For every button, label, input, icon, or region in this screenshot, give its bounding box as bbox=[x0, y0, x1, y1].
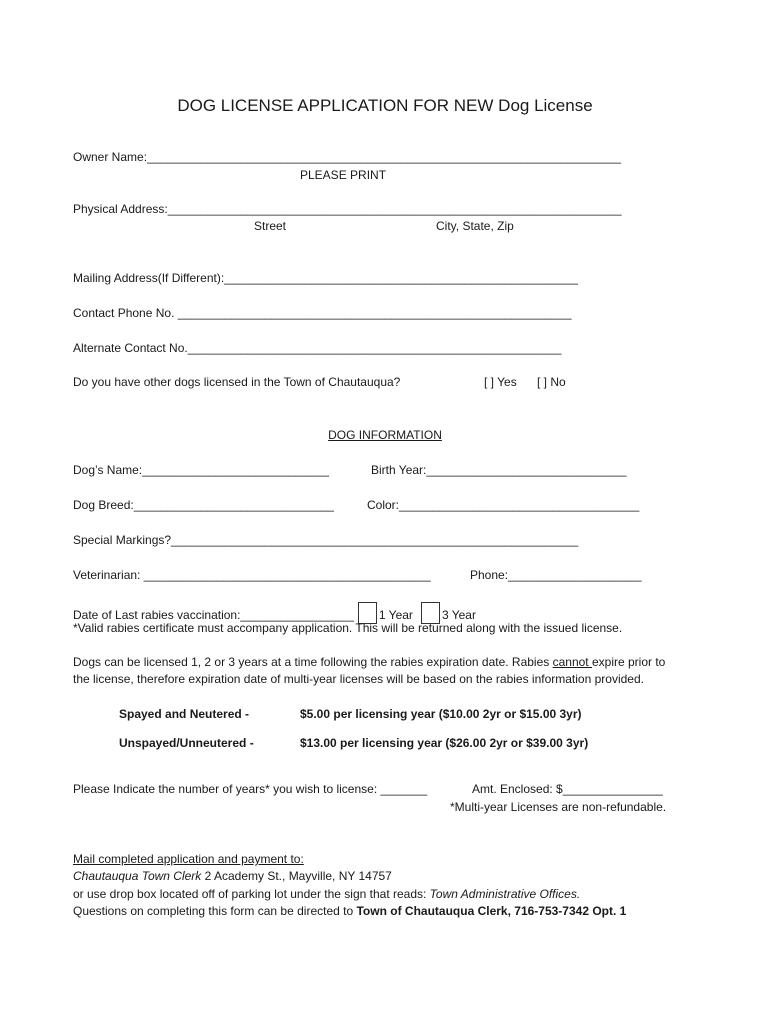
mailing-address-field: Mailing Address(If Different):_____________________________________________________ bbox=[73, 271, 578, 285]
veterinarian-field: Veterinarian: ___________________________________________ bbox=[73, 568, 431, 582]
dog-breed-field: Dog Breed:______________________________ bbox=[73, 498, 334, 512]
three-year-label: 3 Year bbox=[441, 608, 476, 622]
unspayed-label: Unspayed/Unneutered - bbox=[119, 736, 254, 750]
questions-text: Questions on completing this form can be directed to bbox=[73, 904, 357, 918]
spayed-fee: $5.00 per licensing year ($10.00 2yr or $15.00 3yr) bbox=[300, 707, 582, 721]
contact-phone-field: Contact Phone No. ___________________________________________________________ bbox=[73, 306, 572, 320]
rabies-certificate-note: *Valid rabies certificate must accompany application. This will be returned along with the issued license. bbox=[73, 621, 623, 635]
one-year-label: 1 Year bbox=[378, 608, 413, 622]
mail-instructions-heading: Mail completed application and payment to: bbox=[73, 852, 304, 866]
form-title: DOG LICENSE APPLICATION FOR NEW Dog License bbox=[177, 96, 593, 115]
drop-box-text: or use drop box located off of parking lot under the sign that reads: bbox=[73, 887, 430, 901]
amount-enclosed-field: Amt. Enclosed: $_______________ bbox=[472, 782, 663, 796]
please-print-hint: PLEASE PRINT bbox=[300, 168, 387, 182]
street-hint: Street bbox=[254, 219, 287, 233]
dog-name-field: Dog’s Name:____________________________ bbox=[73, 463, 330, 477]
clerk-address: 2 Academy St., Mayville, NY 14757 bbox=[201, 869, 392, 883]
licensing-paragraph-line1 bbox=[73, 655, 665, 669]
clerk-address-line bbox=[73, 869, 392, 883]
owner-name-field: Owner Name:_______________________________________________________________________ bbox=[73, 150, 621, 164]
unspayed-fee: $13.00 per licensing year ($26.00 2yr or $39.00 3yr) bbox=[300, 736, 589, 750]
cannot-emphasis: cannot bbox=[552, 655, 592, 669]
questions-line bbox=[73, 904, 626, 918]
special-markings-field: Special Markings?_____________________________________________________________ bbox=[73, 533, 579, 547]
non-refundable-note: *Multi-year Licenses are non-refundable. bbox=[450, 800, 667, 814]
years-to-license-field: Please Indicate the number of years* you wish to license: _______ bbox=[73, 782, 428, 796]
dog-information-heading: DOG INFORMATION bbox=[328, 428, 442, 442]
vet-phone-field: Phone:____________________ bbox=[470, 568, 642, 582]
physical-address-field: Physical Address:____________________________________________________________________ bbox=[73, 202, 622, 216]
drop-box-line bbox=[73, 887, 580, 901]
licensing-text: Dogs can be licensed 1, 2 or 3 years at a time following the rabies expiration date. Rabies bbox=[73, 655, 553, 669]
rabies-date-field: Date of Last rabies vaccination:_________________ bbox=[73, 608, 354, 622]
clerk-contact: Town of Chautauqua Clerk, 716-753-7342 Opt. 1 bbox=[356, 904, 627, 918]
other-dogs-no-option: [ ] No bbox=[537, 375, 566, 389]
color-field: Color:____________________________________ bbox=[367, 498, 640, 512]
other-dogs-question: Do you have other dogs licensed in the Town of Chautauqua? bbox=[73, 375, 401, 389]
clerk-name: Chautauqua Town Clerk bbox=[73, 869, 202, 883]
birth-year-field: Birth Year:______________________________ bbox=[371, 463, 627, 477]
licensing-paragraph-line2: the license, therefore expiration date of multi-year licenses will be based on the rabies information provided. bbox=[73, 672, 644, 686]
alternate-contact-field: Alternate Contact No.________________________________________________________ bbox=[73, 341, 562, 355]
other-dogs-yes-option: [ ] Yes bbox=[484, 375, 517, 389]
spayed-label: Spayed and Neutered - bbox=[119, 707, 250, 721]
licensing-text-end: expire prior to bbox=[591, 655, 666, 669]
drop-box-sign: Town Administrative Offices. bbox=[429, 887, 581, 901]
city-state-zip-hint: City, State, Zip bbox=[436, 219, 514, 233]
